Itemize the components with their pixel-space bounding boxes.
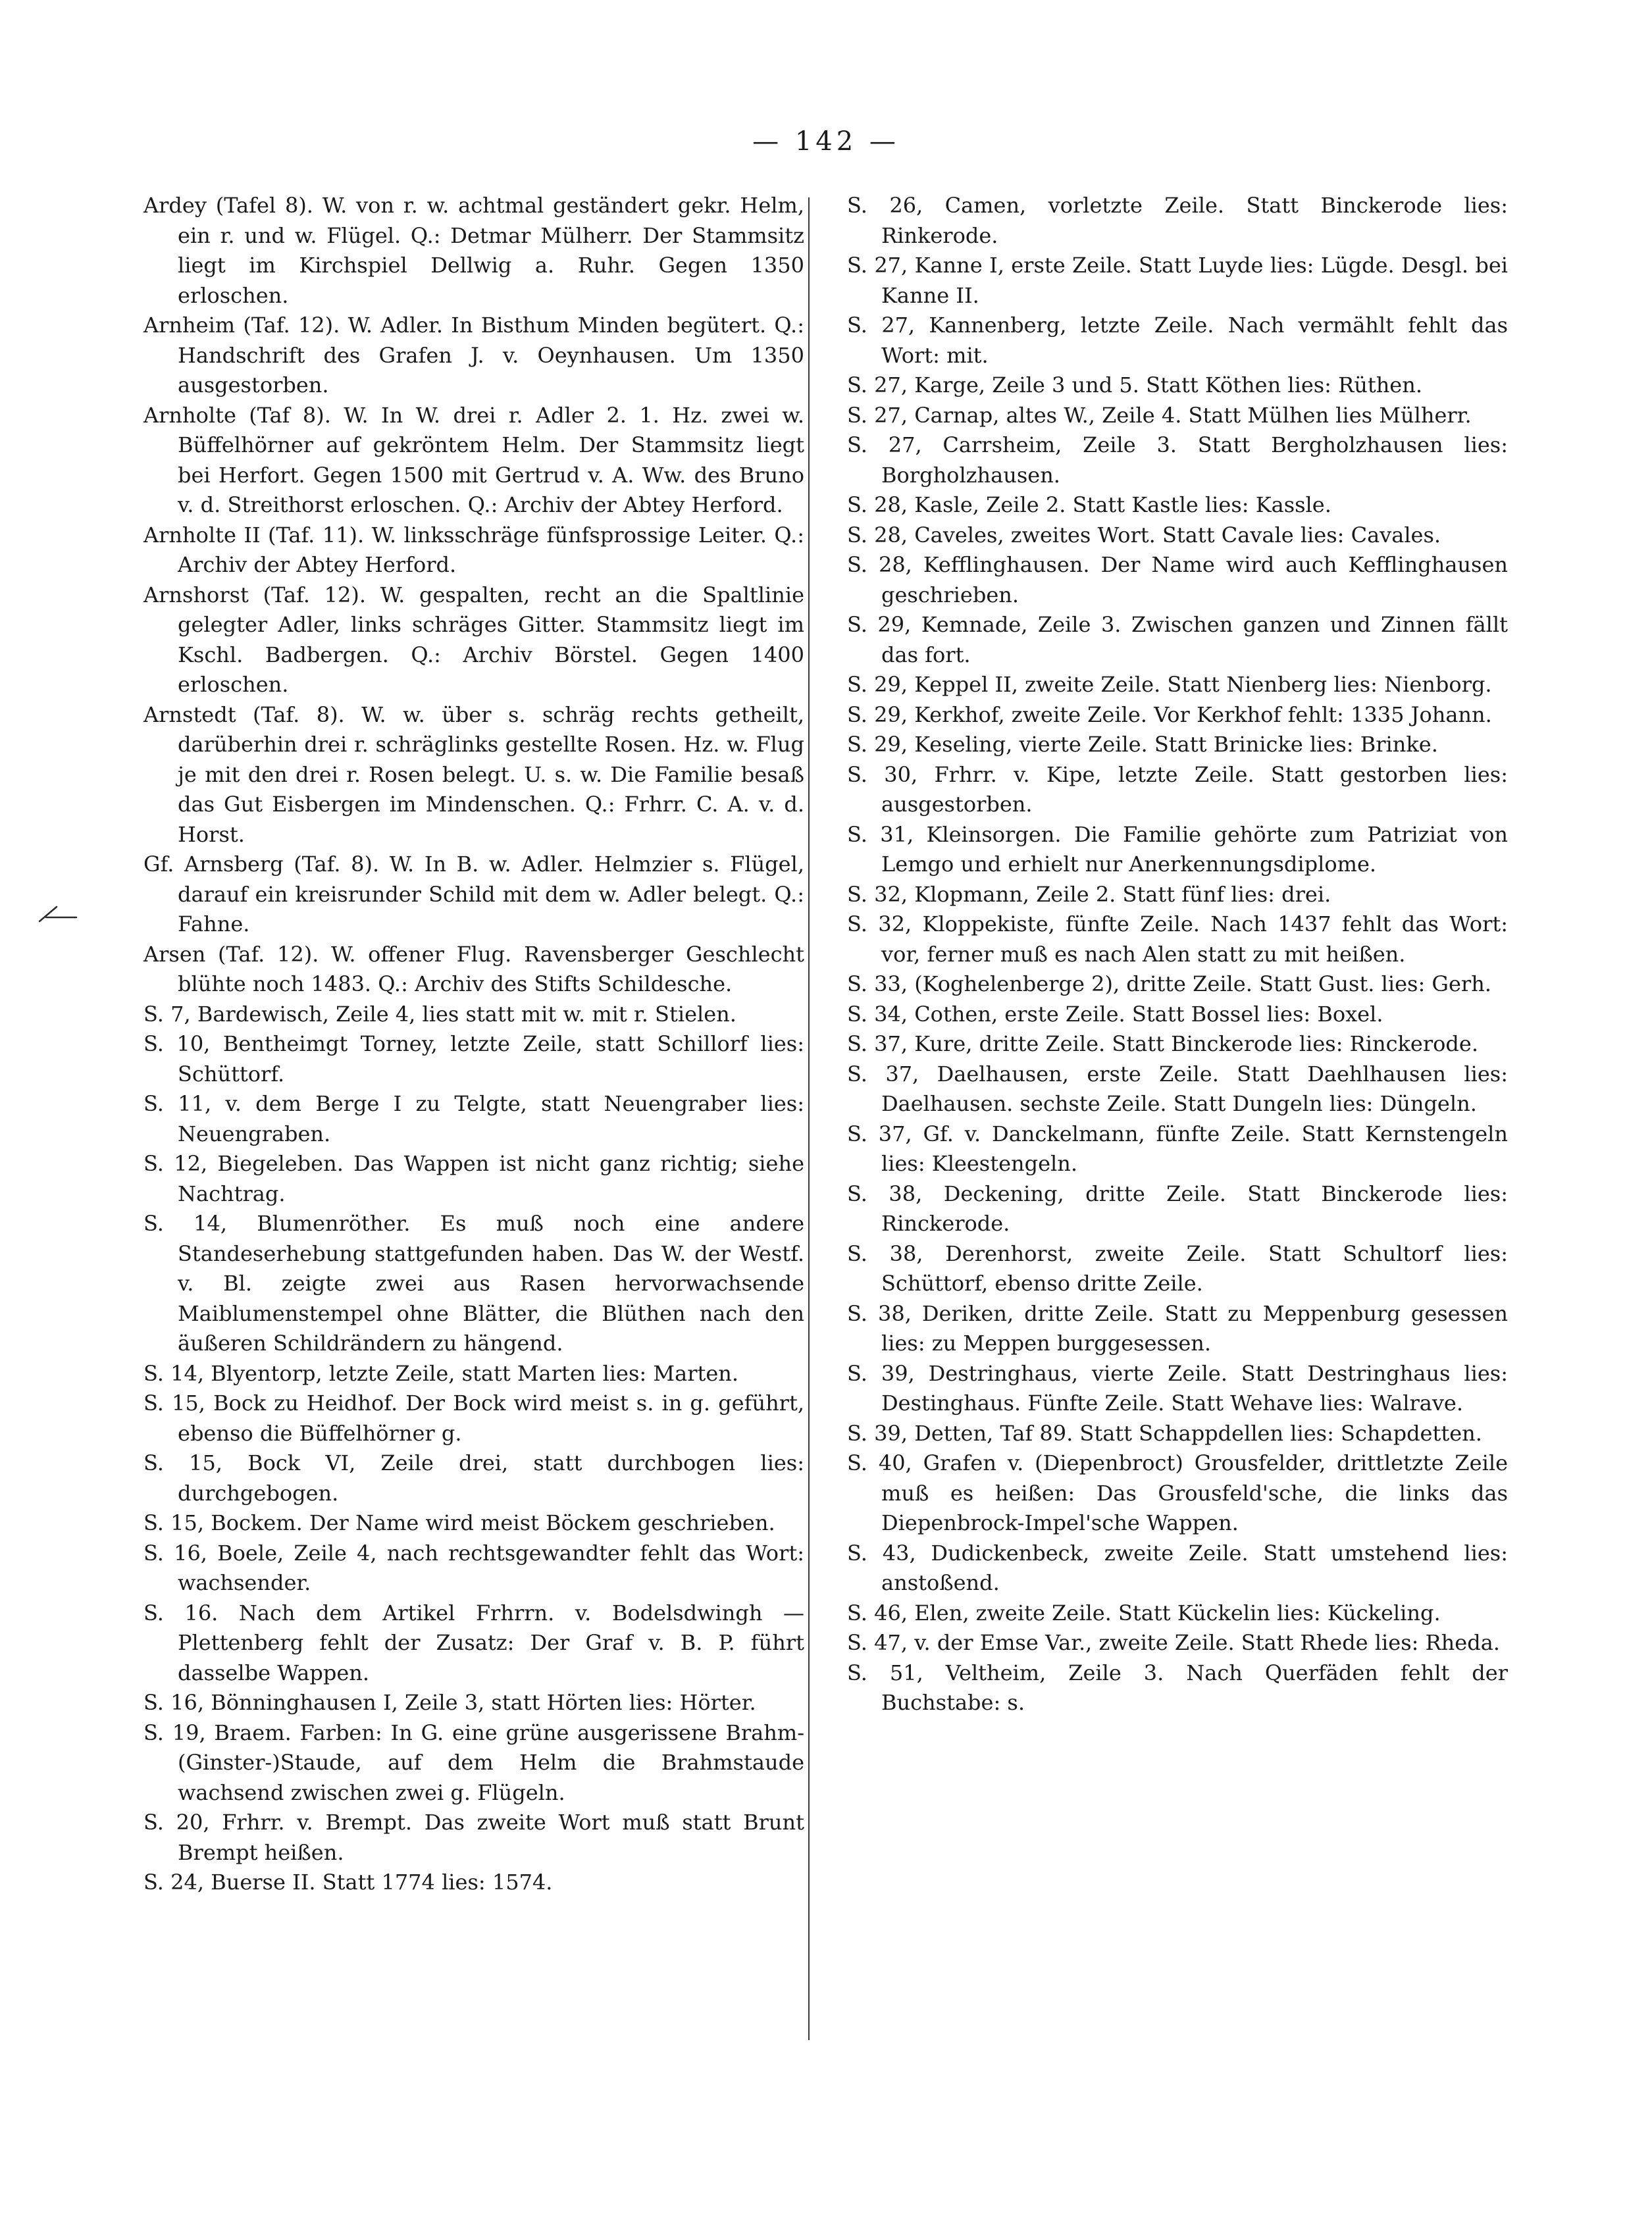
correction-entry: S. 27, Kannenberg, letzte Zeile. Nach vermählt fehlt das Wort: mit. [847, 313, 1508, 368]
correction-entry: S. 16, Bönninghausen I, Zeile 3, statt Hörten lies: Hörter. [143, 1690, 756, 1715]
margin-pencil-mark [37, 904, 78, 924]
correction-entry: S. 11, v. dem Berge I zu Telgte, statt Neuengraber lies: Neuengraben. [143, 1091, 804, 1146]
correction-entry: S. 15, Bock zu Heidhof. Der Bock wird meist s. in g. geführt, ebenso die Büffelhörner g. [143, 1391, 804, 1446]
correction-entry: S. 14, Blumenröther. Es muß noch eine andere Standeserhebung stattgefunden haben. Das W. der Westf. v. Bl. zeigte zwei aus Rasen hervorwachsende Maiblumenstempel ohne Blätter, die Blüthen nach den äußeren Schildrändern zu hängend. [143, 1211, 804, 1356]
correction-entry: Arnholte II (Taf. 11). W. linksschräge fünfsprossige Leiter. Q.: Archiv der Abtey Herford. [143, 522, 804, 577]
correction-entry: S. 37, Kure, dritte Zeile. Statt Binckerode lies: Rinckerode. [847, 1031, 1478, 1056]
correction-entry: S. 15, Bockem. Der Name wird meist Böckem geschrieben. [143, 1510, 775, 1535]
correction-entry: Arnstedt (Taf. 8). W. w. über s. schräg rechts getheilt, darüberhin drei r. schräglinks gestellte Rosen. Hz. w. Flug je mit den drei r. Rosen belegt. U. s. w. Die Familie besaß das Gut Eisbergen im Mindenschen. Q.: Frhrr. C. A. v. d. Horst. [143, 702, 804, 847]
correction-entry: S. 31, Kleinsorgen. Die Familie gehörte zum Patriziat von Lemgo und erhielt nur Anerkennungsdiplome. [847, 821, 1508, 877]
correction-entry: S. 27, Carrsheim, Zeile 3. Statt Bergholzhausen lies: Borgholzhausen. [847, 432, 1508, 488]
correction-entry: S. 29, Keseling, vierte Zeile. Statt Brinicke lies: Brinke. [847, 732, 1438, 757]
correction-entry: S. 33, (Koghelenberge 2), dritte Zeile. Statt Gust. lies: Gerh. [847, 971, 1491, 996]
correction-entry: S. 28, Kasle, Zeile 2. Statt Kastle lies: Kassle. [847, 492, 1331, 517]
correction-entry: S. 38, Derenhorst, zweite Zeile. Statt Schultorf lies: Schüttorf, ebenso dritte Zeile. [847, 1240, 1508, 1296]
correction-entry: Arnshorst (Taf. 12). W. gespalten, recht an die Spaltlinie gelegter Adler, links schräges Gitter. Stammsitz liegt im Kschl. Badbergen. Q.: Archiv Börstel. Gegen 1400 erloschen. [143, 582, 804, 697]
correction-entry: S. 26, Camen, vorletzte Zeile. Statt Binckerode lies: Rinkerode. [847, 193, 1508, 248]
correction-entry: S. 38, Deriken, dritte Zeile. Statt zu Meppenburg gesessen lies: zu Meppen burggesessen. [847, 1300, 1508, 1356]
correction-entry: S. 24, Buerse II. Statt 1774 lies: 1574. [143, 1870, 553, 1895]
correction-entry: S. 37, Gf. v. Danckelmann, fünfte Zeile. Statt Kernstengeln lies: Kleestengeln. [847, 1121, 1508, 1176]
left-column [143, 191, 804, 1898]
correction-entry: S. 16. Nach dem Artikel Frhrrn. v. Bodelsdwingh — Plettenberg fehlt der Zusatz: Der Graf v. B. P. führt dasselbe Wappen. [143, 1600, 804, 1685]
correction-entry: S. 28, Caveles, zweites Wort. Statt Cavale lies: Cavales. [847, 522, 1441, 548]
correction-entry: S. 27, Karge, Zeile 3 und 5. Statt Köthen lies: Rüthen. [847, 372, 1423, 397]
correction-entry: S. 47, v. der Emse Var., zweite Zeile. Statt Rhede lies: Rheda. [847, 1630, 1500, 1655]
correction-entry: S. 34, Cothen, erste Zeile. Statt Bossel lies: Boxel. [847, 1001, 1383, 1027]
correction-entry: S. 27, Carnap, altes W., Zeile 4. Statt Mülhen lies Mülherr. [847, 402, 1472, 428]
correction-entry: S. 40, Grafen v. (Diepenbroct) Grousfelder, drittletzte Zeile muß es heißen: Das Grousfeld'sche, die links das Diepenbrock-Impel'sche Wappen. [847, 1450, 1508, 1535]
correction-entry: S. 51, Veltheim, Zeile 3. Nach Querfäden fehlt der Buchstabe: s. [847, 1660, 1508, 1715]
correction-entry: Arnholte (Taf 8). W. In W. drei r. Adler 2. 1. Hz. zwei w. Büffelhörner auf gekröntem Helm. Der Stammsitz liegt bei Herfort. Gegen 1500 mit Gertrud v. A. Ww. des Bruno v. d. Streithorst erloschen. Q.: Archiv der Abtey Herford. [143, 402, 804, 517]
correction-entry: S. 29, Kemnade, Zeile 3. Zwischen ganzen und Zinnen fällt das fort. [847, 612, 1508, 667]
correction-entry: S. 20, Frhrr. v. Brempt. Das zweite Wort muß statt Brunt Brempt heißen. [143, 1810, 804, 1865]
right-column [847, 191, 1508, 1718]
correction-entry: S. 39, Destringhaus, vierte Zeile. Statt Destringhaus lies: Destinghaus. Fünfte Zeile. Statt Wehave lies: Walrave. [847, 1360, 1508, 1416]
correction-entry: S. 19, Braem. Farben: In G. eine grüne ausgerissene Brahm-(Ginster-)Staude, auf dem Helm die Brahmstaude wachsend zwischen zwei g. Flügeln. [143, 1720, 804, 1805]
page-number: — 142 — [752, 126, 900, 157]
correction-entry: S. 28, Kefflinghausen. Der Name wird auch Kefflinghausen geschrieben. [847, 552, 1508, 607]
correction-entry: Ardey (Tafel 8). W. von r. w. achtmal geständert gekr. Helm, ein r. und w. Flügel. Q.: Detmar Mülherr. Der Stammsitz liegt im Kirchspiel Dellwig a. Ruhr. Gegen 1350 erloschen. [143, 193, 804, 308]
correction-entry: S. 46, Elen, zweite Zeile. Statt Kückelin lies: Kückeling. [847, 1600, 1441, 1625]
correction-entry: S. 10, Bentheimgt Torney, letzte Zeile, statt Schillorf lies: Schüttorf. [143, 1031, 804, 1087]
correction-entry: S. 39, Detten, Taf 89. Statt Schappdellen lies: Schapdetten. [847, 1420, 1482, 1446]
correction-entry: S. 29, Kerkhof, zweite Zeile. Vor Kerkhof fehlt: 1335 Johann. [847, 702, 1492, 727]
correction-entry: S. 32, Klopmann, Zeile 2. Statt fünf lies: drei. [847, 881, 1331, 907]
column-divider [808, 197, 810, 2040]
correction-entry: S. 16, Boele, Zeile 4, nach rechtsgewandter fehlt das Wort: wachsender. [143, 1540, 804, 1595]
correction-entry: S. 7, Bardewisch, Zeile 4, lies statt mit w. mit r. Stielen. [143, 1001, 736, 1027]
correction-entry: S. 27, Kanne I, erste Zeile. Statt Luyde lies: Lügde. Desgl. bei Kanne II. [847, 253, 1508, 308]
correction-entry: S. 32, Kloppekiste, fünfte Zeile. Nach 1437 fehlt das Wort: vor, ferner muß es nach Alen statt zu mit heißen. [847, 911, 1508, 967]
correction-entry: S. 12, Biegeleben. Das Wappen ist nicht ganz richtig; siehe Nachtrag. [143, 1151, 804, 1206]
correction-entry: S. 43, Dudickenbeck, zweite Zeile. Statt umstehend lies: anstoßend. [847, 1540, 1508, 1595]
correction-entry: S. 15, Bock VI, Zeile drei, statt durchbogen lies: durchgebogen. [143, 1450, 804, 1506]
correction-entry: S. 29, Keppel II, zweite Zeile. Statt Nienberg lies: Nienborg. [847, 672, 1492, 697]
correction-entry: S. 37, Daelhausen, erste Zeile. Statt Daehlhausen lies: Daelhausen. sechste Zeile. Statt Dungeln lies: Düngeln. [847, 1061, 1508, 1116]
correction-entry: Gf. Arnsberg (Taf. 8). W. In B. w. Adler. Helmzier s. Flügel, darauf ein kreisrunder Schild mit dem w. Adler belegt. Q.: Fahne. [143, 852, 804, 936]
correction-entry: S. 14, Blyentorp, letzte Zeile, statt Marten lies: Marten. [143, 1360, 739, 1386]
correction-entry: Arsen (Taf. 12). W. offener Flug. Ravensberger Geschlecht blühte noch 1483. Q.: Archiv des Stifts Schildesche. [143, 941, 804, 996]
correction-entry: S. 30, Frhrr. v. Kipe, letzte Zeile. Statt gestorben lies: ausgestorben. [847, 761, 1508, 817]
correction-entry: Arnheim (Taf. 12). W. Adler. In Bisthum Minden begütert. Q.: Handschrift des Grafen J. v. Oeynhausen. Um 1350 ausgestorben. [143, 313, 804, 397]
correction-entry: S. 38, Deckening, dritte Zeile. Statt Binckerode lies: Rinckerode. [847, 1181, 1508, 1236]
